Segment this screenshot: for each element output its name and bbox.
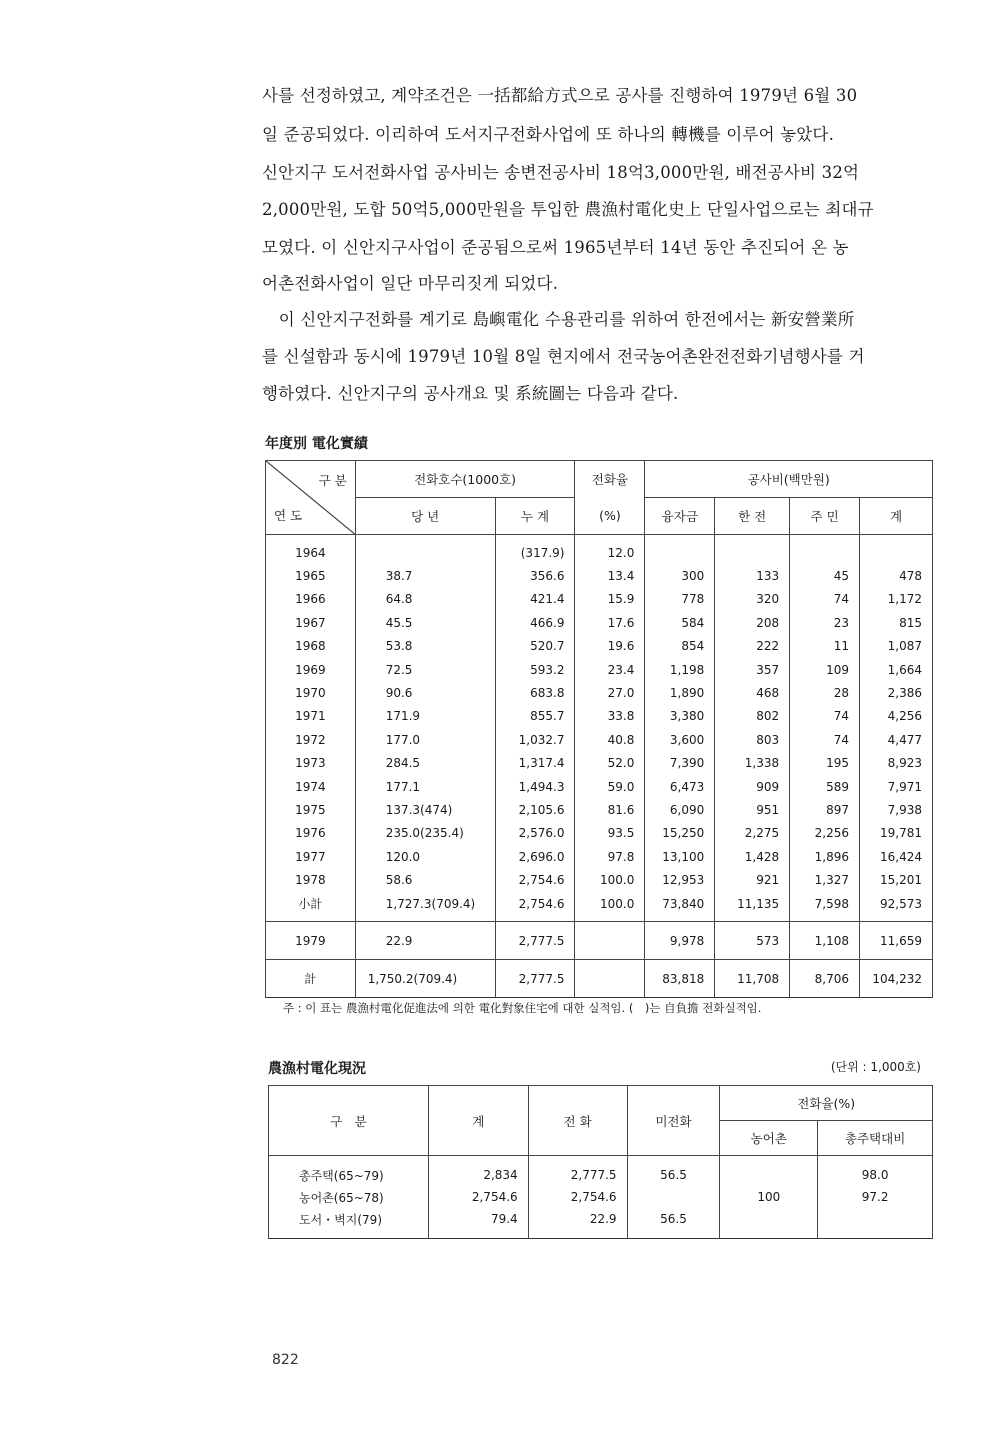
cell-total <box>860 535 933 565</box>
table1-caption: 年度別 電化實績 <box>265 436 368 452</box>
cell-this-year <box>355 535 495 565</box>
cell-kepco: 802 <box>715 705 790 728</box>
cell-not-electrified <box>627 1186 720 1208</box>
cell-kepco <box>715 535 790 565</box>
cell-this-year: 171.9 <box>355 705 495 728</box>
cell-rate: 97.8 <box>575 845 645 868</box>
cell-total: 11,659 <box>860 922 933 960</box>
cell-residents: 2,256 <box>790 822 860 845</box>
cell-cumulative: 421.4 <box>495 588 575 611</box>
cell-year: 1974 <box>266 775 356 798</box>
header-total: 계 <box>428 1086 528 1156</box>
header-electrified: 전 화 <box>528 1086 627 1156</box>
cell-rate-all-houses <box>818 1208 933 1239</box>
text-line: 사를 선정하였고, 계약조건은 一括都給方式으로 공사를 진행하여 1979년 6월 30 <box>262 86 858 105</box>
table-row <box>266 868 933 891</box>
header-cost-group: 공사비(백만원) <box>645 461 933 498</box>
header-loan: 융자금 <box>645 498 715 535</box>
text-line: 2,000만원, 도합 50억5,000만원을 투입한 農漁村電化史上 단일사업으로는 최대규 <box>262 200 874 219</box>
cell-year: 1968 <box>266 635 356 658</box>
cell-cumulative: 2,777.5 <box>495 922 575 960</box>
cell-rate: 81.6 <box>575 798 645 821</box>
cell-year: 小計 <box>266 892 356 922</box>
cell-loan: 83,818 <box>645 960 715 998</box>
cell-residents: 74 <box>790 588 860 611</box>
table-row <box>266 635 933 658</box>
cell-this-year: 58.6 <box>355 868 495 891</box>
text-line: 를 신설함과 동시에 1979년 10월 8일 현지에서 전국농어촌완전전화기념행사를 거 <box>262 347 865 366</box>
cell-electrified: 2,777.5 <box>528 1156 627 1187</box>
cell-year: 1965 <box>266 564 356 587</box>
cell-loan: 73,840 <box>645 892 715 922</box>
cell-cumulative: 1,032.7 <box>495 728 575 751</box>
table-row-1979 <box>266 922 933 960</box>
table-row <box>269 1208 933 1239</box>
cell-year: 1973 <box>266 752 356 775</box>
table-row <box>266 728 933 751</box>
table-row <box>266 611 933 634</box>
header-not-electrified: 미전화 <box>627 1086 720 1156</box>
table-row <box>266 892 933 922</box>
cell-total: 15,201 <box>860 868 933 891</box>
cell-kepco: 2,275 <box>715 822 790 845</box>
cell-kepco: 11,708 <box>715 960 790 998</box>
cell-total: 1,664 <box>860 658 933 681</box>
cell-rate: 19.6 <box>575 635 645 658</box>
cell-loan: 1,198 <box>645 658 715 681</box>
text-line: 어촌전화사업이 일단 마무리짓게 되었다. <box>262 274 559 293</box>
cell-rate: 27.0 <box>575 681 645 704</box>
cell-rate-all-houses: 97.2 <box>818 1186 933 1208</box>
cell-loan: 300 <box>645 564 715 587</box>
table-row <box>269 1156 933 1187</box>
cell-loan: 15,250 <box>645 822 715 845</box>
cell-category: 도서・벽지(79) <box>269 1208 429 1239</box>
cell-electrified: 2,754.6 <box>528 1186 627 1208</box>
table-row <box>266 798 933 821</box>
cell-rate <box>575 960 645 998</box>
cell-loan: 778 <box>645 588 715 611</box>
cell-this-year: 137.3(474) <box>355 798 495 821</box>
cell-loan: 6,473 <box>645 775 715 798</box>
cell-cumulative: 1,317.4 <box>495 752 575 775</box>
cell-total: 815 <box>860 611 933 634</box>
page-number: 822 <box>272 1352 299 1368</box>
cell-year: 1970 <box>266 681 356 704</box>
cell-total: 2,834 <box>428 1156 528 1187</box>
cell-residents: 8,706 <box>790 960 860 998</box>
cell-rate: 15.9 <box>575 588 645 611</box>
cell-residents: 74 <box>790 728 860 751</box>
header-cumulative: 누 계 <box>495 498 575 535</box>
cell-year: 1975 <box>266 798 356 821</box>
cell-rate: 52.0 <box>575 752 645 775</box>
header-residents: 주 민 <box>790 498 860 535</box>
cell-year: 1967 <box>266 611 356 634</box>
table-row <box>266 564 933 587</box>
cell-total: 92,573 <box>860 892 933 922</box>
cell-this-year: 177.1 <box>355 775 495 798</box>
cell-kepco: 468 <box>715 681 790 704</box>
cell-residents: 897 <box>790 798 860 821</box>
cell-cumulative: 2,576.0 <box>495 822 575 845</box>
cell-total: 104,232 <box>860 960 933 998</box>
cell-total: 19,781 <box>860 822 933 845</box>
cell-total: 79.4 <box>428 1208 528 1239</box>
cell-this-year: 38.7 <box>355 564 495 587</box>
cell-rate <box>575 922 645 960</box>
cell-residents: 28 <box>790 681 860 704</box>
cell-this-year: 235.0(235.4) <box>355 822 495 845</box>
cell-loan: 854 <box>645 635 715 658</box>
cell-rate: 40.8 <box>575 728 645 751</box>
cell-year: 1969 <box>266 658 356 681</box>
electrification-by-year-table <box>265 460 933 998</box>
cell-residents: 74 <box>790 705 860 728</box>
cell-total: 2,386 <box>860 681 933 704</box>
cell-rate-rural <box>720 1208 818 1239</box>
cell-loan: 6,090 <box>645 798 715 821</box>
cell-total: 1,087 <box>860 635 933 658</box>
cell-cumulative: 1,494.3 <box>495 775 575 798</box>
cell-kepco: 1,428 <box>715 845 790 868</box>
cell-not-electrified: 56.5 <box>627 1208 720 1239</box>
cell-loan: 1,890 <box>645 681 715 704</box>
header-rate-all-houses: 총주택대비 <box>818 1121 933 1156</box>
cell-kepco: 133 <box>715 564 790 587</box>
cell-cumulative: 593.2 <box>495 658 575 681</box>
cell-residents: 7,598 <box>790 892 860 922</box>
cell-cumulative: 356.6 <box>495 564 575 587</box>
cell-category: 총주택(65~79) <box>269 1156 429 1187</box>
cell-rate: 12.0 <box>575 535 645 565</box>
cell-cumulative: 855.7 <box>495 705 575 728</box>
table1-body <box>266 535 933 922</box>
header-total: 계 <box>860 498 933 535</box>
cell-total: 2,754.6 <box>428 1186 528 1208</box>
cell-total: 4,477 <box>860 728 933 751</box>
cell-residents: 23 <box>790 611 860 634</box>
cell-this-year: 284.5 <box>355 752 495 775</box>
table-row <box>266 752 933 775</box>
table1-footnote: 주 : 이 표는 農漁村電化促進法에 의한 電化對象住宅에 대한 실적임. ( )는 自負擔 전화실적임. <box>283 1001 762 1015</box>
text-line: 모였다. 이 신안지구사업이 준공됨으로써 1965년부터 14년 동안 추진되어 온 농 <box>262 238 849 257</box>
cell-kepco: 1,338 <box>715 752 790 775</box>
cell-this-year: 177.0 <box>355 728 495 751</box>
cell-this-year: 45.5 <box>355 611 495 634</box>
cell-year: 1971 <box>266 705 356 728</box>
header-rate-unit: (%) <box>575 498 645 535</box>
cell-residents: 45 <box>790 564 860 587</box>
table-row <box>269 1186 933 1208</box>
cell-residents <box>790 535 860 565</box>
corner-header-category: 구 분 <box>318 473 347 488</box>
table-row <box>266 681 933 704</box>
cell-residents: 1,896 <box>790 845 860 868</box>
cell-rate: 93.5 <box>575 822 645 845</box>
cell-cumulative: 2,696.0 <box>495 845 575 868</box>
cell-kepco: 803 <box>715 728 790 751</box>
cell-total: 1,172 <box>860 588 933 611</box>
cell-cumulative: 2,754.6 <box>495 892 575 922</box>
table-row <box>266 588 933 611</box>
cell-rate: 13.4 <box>575 564 645 587</box>
table-row <box>266 775 933 798</box>
cell-cumulative: (317.9) <box>495 535 575 565</box>
cell-loan <box>645 535 715 565</box>
cell-this-year: 72.5 <box>355 658 495 681</box>
cell-residents: 109 <box>790 658 860 681</box>
header-rate-top: 전화율 <box>575 461 645 498</box>
table-row <box>266 535 933 565</box>
header-kepco: 한 전 <box>715 498 790 535</box>
text-line: 이 신안지구전화를 계기로 島嶼電化 수용관리를 위하여 한전에서는 新安營業所 <box>262 310 855 329</box>
cell-this-year: 64.8 <box>355 588 495 611</box>
table-row <box>266 658 933 681</box>
cell-residents: 11 <box>790 635 860 658</box>
cell-loan: 584 <box>645 611 715 634</box>
cell-residents: 195 <box>790 752 860 775</box>
table-row <box>266 705 933 728</box>
cell-total: 478 <box>860 564 933 587</box>
cell-total: 4,256 <box>860 705 933 728</box>
cell-year: 計 <box>266 960 356 998</box>
text-line: 행하였다. 신안지구의 공사개요 및 系統圖는 다음과 같다. <box>262 384 679 403</box>
cell-total: 7,971 <box>860 775 933 798</box>
cell-rate-rural: 100 <box>720 1186 818 1208</box>
cell-loan: 3,600 <box>645 728 715 751</box>
cell-this-year: 53.8 <box>355 635 495 658</box>
cell-loan: 3,380 <box>645 705 715 728</box>
cell-cumulative: 2,777.5 <box>495 960 575 998</box>
cell-loan: 7,390 <box>645 752 715 775</box>
cell-cumulative: 683.8 <box>495 681 575 704</box>
corner-header <box>266 461 356 535</box>
cell-rate: 23.4 <box>575 658 645 681</box>
cell-cumulative: 2,105.6 <box>495 798 575 821</box>
cell-kepco: 11,135 <box>715 892 790 922</box>
cell-residents: 589 <box>790 775 860 798</box>
rural-electrification-status-table <box>268 1085 933 1239</box>
cell-total: 16,424 <box>860 845 933 868</box>
cell-total: 7,938 <box>860 798 933 821</box>
header-rate-group: 전화율(%) <box>720 1086 933 1121</box>
table-row-grand-total <box>266 960 933 998</box>
cell-kepco: 357 <box>715 658 790 681</box>
cell-electrified: 22.9 <box>528 1208 627 1239</box>
table2-caption: 農漁村電化現況 <box>268 1061 366 1077</box>
cell-this-year: 1,750.2(709.4) <box>355 960 495 998</box>
cell-this-year: 1,727.3(709.4) <box>355 892 495 922</box>
cell-kepco: 222 <box>715 635 790 658</box>
cell-kepco: 951 <box>715 798 790 821</box>
cell-rate-rural <box>720 1156 818 1187</box>
table2-unit-label: (단위 : 1,000호) <box>830 1060 921 1074</box>
cell-not-electrified: 56.5 <box>627 1156 720 1187</box>
cell-year: 1978 <box>266 868 356 891</box>
text-line: 신안지구 도서전화사업 공사비는 송변전공사비 18억3,000만원, 배전공사비 32억 <box>262 163 860 182</box>
text-line: 일 준공되었다. 이리하여 도서지구전화사업에 또 하나의 轉機를 이루어 놓았다. <box>262 125 835 144</box>
cell-cumulative: 520.7 <box>495 635 575 658</box>
cell-rate: 100.0 <box>575 868 645 891</box>
cell-rate: 33.8 <box>575 705 645 728</box>
cell-loan: 13,100 <box>645 845 715 868</box>
cell-rate-all-houses: 98.0 <box>818 1156 933 1187</box>
cell-this-year: 120.0 <box>355 845 495 868</box>
header-category: 구 분 <box>269 1086 429 1156</box>
cell-kepco: 208 <box>715 611 790 634</box>
cell-rate: 100.0 <box>575 892 645 922</box>
cell-year: 1972 <box>266 728 356 751</box>
cell-cumulative: 2,754.6 <box>495 868 575 891</box>
cell-year: 1976 <box>266 822 356 845</box>
table-row <box>266 822 933 845</box>
cell-total: 8,923 <box>860 752 933 775</box>
cell-this-year: 22.9 <box>355 922 495 960</box>
cell-rate: 59.0 <box>575 775 645 798</box>
cell-loan: 9,978 <box>645 922 715 960</box>
corner-header-year: 연 도 <box>274 508 303 523</box>
cell-year: 1977 <box>266 845 356 868</box>
header-rate-rural: 농어촌 <box>720 1121 818 1156</box>
cell-year: 1966 <box>266 588 356 611</box>
cell-year: 1964 <box>266 535 356 565</box>
cell-residents: 1,108 <box>790 922 860 960</box>
cell-kepco: 921 <box>715 868 790 891</box>
cell-rate: 17.6 <box>575 611 645 634</box>
cell-year: 1979 <box>266 922 356 960</box>
header-households-group: 전화호수(1000호) <box>355 461 575 498</box>
cell-category: 농어촌(65~78) <box>269 1186 429 1208</box>
header-this-year: 당 년 <box>355 498 495 535</box>
table2-body <box>269 1156 933 1239</box>
cell-kepco: 573 <box>715 922 790 960</box>
cell-kepco: 320 <box>715 588 790 611</box>
cell-residents: 1,327 <box>790 868 860 891</box>
cell-kepco: 909 <box>715 775 790 798</box>
cell-loan: 12,953 <box>645 868 715 891</box>
cell-this-year: 90.6 <box>355 681 495 704</box>
cell-cumulative: 466.9 <box>495 611 575 634</box>
table-row <box>266 845 933 868</box>
